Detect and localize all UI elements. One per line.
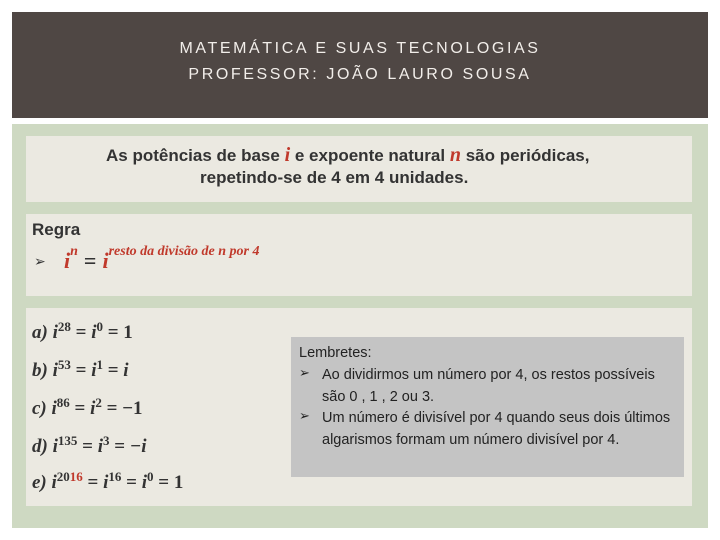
rule-exponent: n bbox=[70, 244, 78, 259]
reminder-text: Um número é divisível por 4 quando seus dois últimos algarismos formam um número divisível por 4. bbox=[322, 410, 671, 448]
intro-line-2: repetindo-se de 4 em 4 unidades. bbox=[200, 168, 469, 187]
reminders-box bbox=[291, 337, 684, 477]
arrow-bullet-icon: ➢ bbox=[299, 409, 310, 424]
intro-text-1: As potências de base bbox=[106, 146, 280, 165]
rule-rhs-base: i bbox=[102, 248, 109, 273]
intro-text-2: e expoente natural bbox=[294, 146, 446, 165]
intro-var-base: i bbox=[284, 144, 291, 166]
example-b: b) $i^{53} = i^1 = i$ bbox=[32, 357, 129, 381]
title-header bbox=[12, 12, 708, 118]
example-d: d) $i^{135} = i^3 = -i$ bbox=[32, 433, 147, 457]
arrow-bullet-icon: ➢ bbox=[34, 254, 46, 270]
example-c: c) $i^{86} = i^2 = -1$ bbox=[32, 395, 143, 419]
course-title: MATEMÁTICA E SUAS TECNOLOGIAS bbox=[179, 40, 541, 57]
rule-rhs-exponent: resto da divisão de n por 4 bbox=[108, 244, 260, 259]
rule-base: i bbox=[64, 248, 71, 273]
intro-text-3: são periódicas, bbox=[465, 146, 590, 165]
rule-title: Regra bbox=[32, 220, 81, 239]
intro-line-1 bbox=[106, 144, 589, 167]
example-e: e) $i^{2016} = i^{16} = i^0 = 1$ bbox=[32, 469, 184, 493]
rule-formula bbox=[64, 244, 260, 274]
reminders-title: Lembretes: bbox=[299, 345, 372, 361]
rule-equals: = bbox=[83, 248, 97, 273]
teacher-name: PROFESSOR: JOÃO LAURO SOUSA bbox=[188, 66, 532, 83]
arrow-bullet-icon: ➢ bbox=[299, 366, 310, 381]
example-a: a) $i^{28} = i^0 = 1$ bbox=[32, 319, 133, 343]
intro-var-exp: n bbox=[449, 144, 461, 166]
reminder-text: Ao dividirmos um número por 4, os restos possíveis são 0 , 1 , 2 ou 3. bbox=[322, 367, 655, 405]
